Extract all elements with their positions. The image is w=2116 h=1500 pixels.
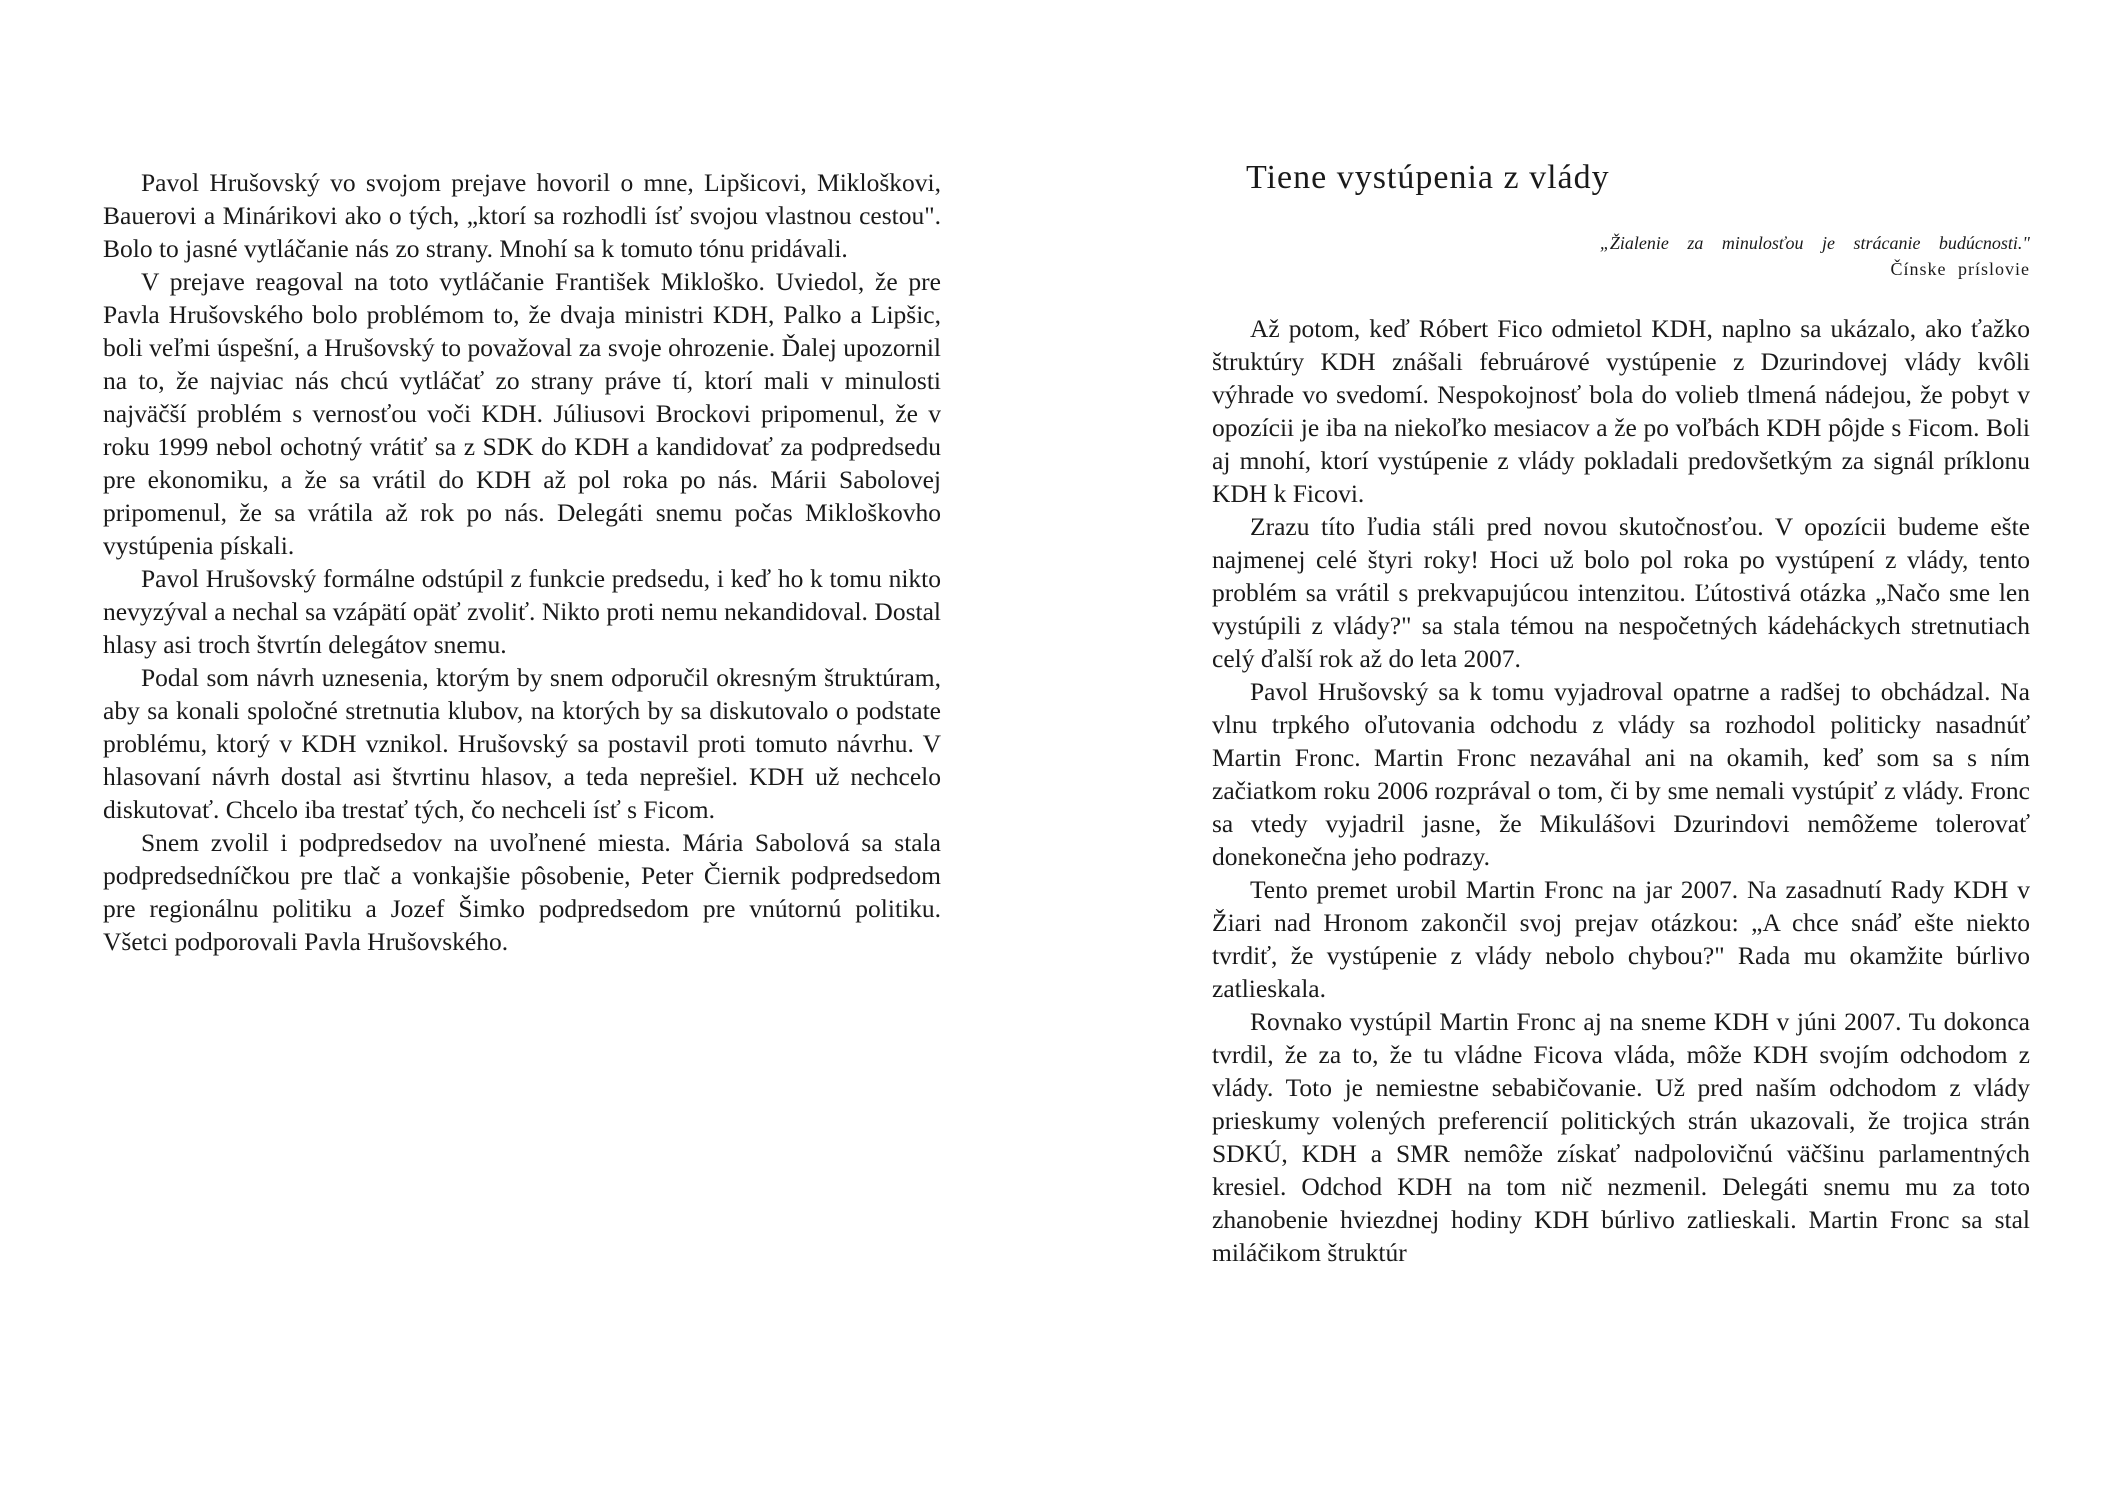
right-paragraph-4: Tento premet urobil Martin Fronc na jar 2007. Na zasadnutí Rady KDH v Žiari nad Hronom zakončil svoj prejav otázkou: „A chce snáď ešte niekto tvrdiť, že vystúpenie z vlády nebolo chybou?" Rada mu okamžite búrlivo zatlieskala. — [1212, 875, 2030, 1003]
right-paragraph-1: Až potom, keď Róbert Fico odmietol KDH, naplno sa ukázalo, ako ťažko štruktúry KDH znášali februárové vystúpenie z Dzurindovej vlády kvôli výhrade vo svedomí. Nespokojnosť bola do volieb tlmená nádejou, že pobyt v opozícii je iba na niekoľko mesiacov a že po voľbách KDH pôjde s Ficom. Boli aj mnohí, ktorí vystúpenie z vlády pokladali predovšetkým za signál príklonu KDH k Ficovi. — [1212, 314, 2030, 508]
right-page-text-column — [1212, 312, 2030, 1269]
chapter-title: Tiene vystúpenia z vlády — [1246, 159, 1610, 196]
left-paragraph-4: Podal som návrh uznesenia, ktorým by snem odporučil okresným štruktúram, aby sa konali spoločné stretnutia klubov, na ktorých by sa diskutovalo o podstate problému, ktorý v KDH vznikol. Hrušovský sa postavil proti tomuto návrhu. V hlasovaní návrh dostal asi štvrtinu hlasov, a teda neprešiel. KDH už nechcelo diskutovať. Chcelo iba trestať tých, čo nechceli ísť s Ficom. — [103, 663, 941, 824]
left-page-text-column — [103, 166, 941, 958]
epigraph-source: Čínske príslovie — [1890, 259, 2030, 279]
right-paragraph-3: Pavol Hrušovský sa k tomu vyjadroval opatrne a radšej to obchádzal. Na vlnu trpkého oľutovania odchodu z vlády sa rozhodol politicky nasadnúť Martin Fronc. Martin Fronc nezaváhal ani na okamih, keď som sa s ním začiatkom roku 2006 rozprával o tom, či by sme nemali vystúpiť z vlády. Fronc sa vtedy vyjadril jasne, že Mikulášovi Dzurindovi nemôžeme tolerovať donekonečna jeho podrazy. — [1212, 677, 2030, 871]
epigraph — [1330, 230, 2030, 282]
left-paragraph-5: Snem zvolil i podpredsedov na uvoľnené miesta. Mária Sabolová sa stala podpredsedníčkou pre tlač a vonkajšie pôsobenie, Peter Čiernik podpredsedom pre regionálnu politiku a Jozef Šimko podpredsedom pre vnútornú politiku. Všetci podporovali Pavla Hrušovského. — [103, 828, 941, 956]
left-paragraph-3: Pavol Hrušovský formálne odstúpil z funkcie predsedu, i keď ho k tomu nikto nevyzýval a nechal sa vzápätí opäť zvoliť. Nikto proti nemu nekandidoval. Dostal hlasy asi troch štvrtín delegátov snemu. — [103, 564, 941, 659]
left-paragraph-2: V prejave reagoval na toto vytláčanie František Mikloško. Uviedol, že pre Pavla Hrušovského bolo problémom to, že dvaja ministri KDH, Palko a Lipšic, boli veľmi úspešní, a Hrušovský to považoval za svoje ohrozenie. Ďalej upozornil na to, že najviac nás chcú vytláčať zo strany práve tí, ktorí mali v minulosti najväčší problém s vernosťou voči KDH. Júliusovi Brockovi pripomenul, že v roku 1999 nebol ochotný vrátiť sa z SDK do KDH a kandidovať za podpredsedu pre ekonomiku, a že sa vrátil do KDH až pol roka po nás. Márii Sabolovej pripomenul, že sa vrátila až rok po nás. Delegáti snemu počas Mikloškovho vystúpenia pískali. — [103, 267, 941, 560]
right-paragraph-2: Zrazu títo ľudia stáli pred novou skutočnosťou. V opozícii budeme ešte najmenej celé štyri roky! Hoci už bolo pol roka po vystúpení z vlády, tento problém sa vrátil s prekvapujúcou intenzitou. Ľútostivá otázka „Načo sme len vystúpili z vlády?" sa stala témou na nespočetných kádeháckych stretnutiach celý ďalší rok až do leta 2007. — [1212, 512, 2030, 673]
left-paragraph-1: Pavol Hrušovský vo svojom prejave hovoril o mne, Lipšicovi, Mikloškovi, Bauerovi a Minárikovi ako o tých, „ktorí sa rozhodli ísť svojou vlastnou cestou". Bolo to jasné vytláčanie nás zo strany. Mnohí sa k tomuto tónu pridávali. — [103, 168, 941, 263]
epigraph-quote: „Žialenie za minulosťou je strácanie budúcnosti." — [1599, 233, 2030, 253]
right-paragraph-5: Rovnako vystúpil Martin Fronc aj na sneme KDH v júni 2007. Tu dokonca tvrdil, že za to, že tu vládne Ficova vláda, môže KDH svojím odchodom z vlády. Toto je nemiestne sebabičovanie. Už pred naším odchodom z vlády prieskumy volených preferencií politických strán ukazovali, že trojica strán SDKÚ, KDH a SMR nemôže získať nadpolovičnú väčšinu parlamentných kresiel. Odchod KDH na tom nič nezmenil. Delegáti snemu mu za toto zhanobenie hviezdnej hodiny KDH búrlivo zatlieskali. Martin Fronc sa stal miláčikom štruktúr — [1212, 1007, 2030, 1267]
